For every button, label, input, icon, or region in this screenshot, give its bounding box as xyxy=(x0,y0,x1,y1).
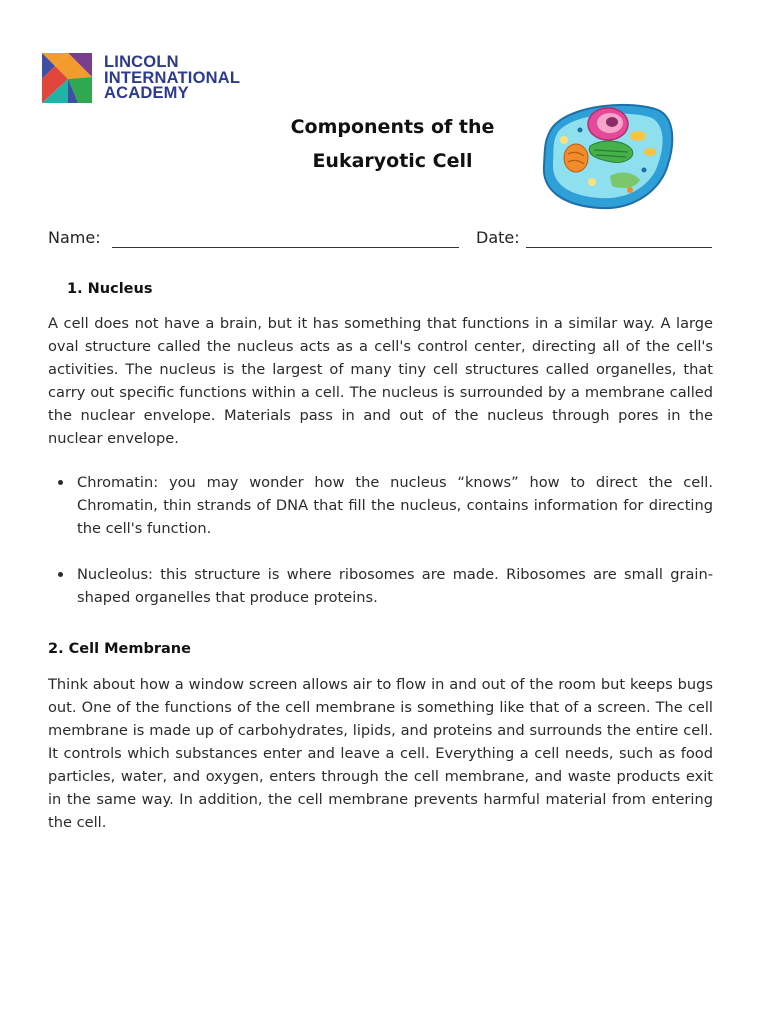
nucleus-bullet-list-1 xyxy=(48,471,713,540)
school-logo xyxy=(42,53,252,105)
logo-wordmark xyxy=(104,55,240,102)
name-date-row xyxy=(48,228,714,252)
lincoln-logo-icon xyxy=(42,53,94,103)
name-blank-line[interactable] xyxy=(112,247,459,248)
eukaryotic-cell-illustration-icon xyxy=(540,100,676,216)
nucleus-bullet-list-2 xyxy=(48,563,713,609)
cell-membrane-paragraph: Think about how a window screen allows air to flow in and out of the room but keeps bugs out. One of the functions of the cell membrane is something like that of a screen. The cell membrane is made up of carbohydrates, lipids, and proteins and surrounds the entire cell. It controls which substances enter and leave a cell. Everything a cell needs, such as food particles, water, and oxygen, enters through the cell membrane, and waste products exit in the same way. In addition, the cell membrane prevents harmful material from entering the cell. xyxy=(48,676,713,831)
title-line-2: Eukaryotic Cell xyxy=(312,150,473,172)
section-heading-nucleus: 1. Nucleus xyxy=(67,281,153,297)
name-label: Name: xyxy=(48,228,101,247)
logo-line-1: LINCOLN xyxy=(104,53,179,71)
bullet-nucleolus: Nucleolus: this structure is where ribosomes are made. Ribosomes are small grain-shaped organelles that produce proteins. xyxy=(48,563,713,609)
date-label: Date: xyxy=(476,228,520,247)
page-title xyxy=(230,110,555,178)
title-line-1: Components of the xyxy=(290,116,495,138)
section-heading-cell-membrane: 2. Cell Membrane xyxy=(48,641,191,657)
logo-line-2: INTERNATIONAL xyxy=(104,68,241,87)
bullet-chromatin: Chromatin: you may wonder how the nucleus “knows” how to direct the cell. Chromatin, thin strands of DNA that fill the nucleus, contains information for directing the cell's function. xyxy=(48,471,713,540)
nucleus-paragraph: A cell does not have a brain, but it has something that functions in a similar way. A large oval structure called the nucleus acts as a cell's control center, directing all of the cell's activities. The nucleus is the largest of many tiny cell structures called organelles, that carry out specific functions within a cell. The nucleus is surrounded by a membrane called the nuclear envelope. Materials pass in and out of the nucleus through pores in the nuclear envelope. xyxy=(48,315,713,447)
logo-line-3: ACADEMY xyxy=(104,84,189,102)
date-blank-line[interactable] xyxy=(526,247,712,248)
